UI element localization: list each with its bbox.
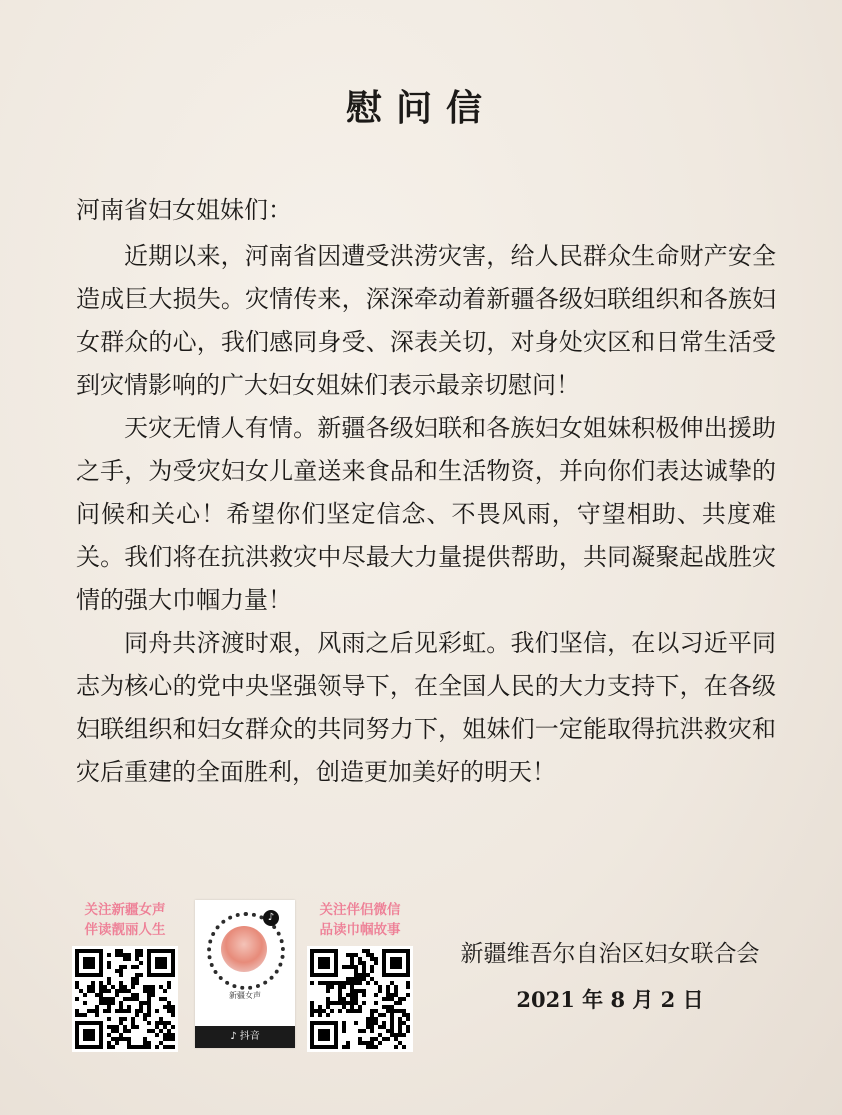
account-avatar — [221, 926, 267, 972]
douyin-card[interactable] — [195, 900, 295, 1048]
signature-date: 2021 年 8 月 2 日 — [516, 987, 704, 1012]
promo-left-line2: 伴读靓丽人生 — [84, 922, 166, 938]
douyin-platform: 抖音 — [239, 1031, 260, 1042]
promo-left-line1: 关注新疆女声 — [84, 902, 166, 918]
promo-right-line2: 品读巾帼故事 — [319, 922, 401, 938]
promo-right — [305, 900, 415, 1052]
qr-code-left[interactable] — [72, 946, 178, 1052]
tiktok-icon: ♪ — [263, 910, 279, 926]
qr-code-right[interactable] — [307, 946, 413, 1052]
salutation: 河南省妇女姐妹们： — [76, 196, 292, 224]
paragraph-3: 同舟共济渡时艰，风雨之后见彩虹。我们坚信，在以习近平同志为核心的党中央坚强领导下，在全国人民的大力支持下，在各级妇联组织和妇女群众的共同努力下，姐妹们一定能取得抗洪救灾和灾后重建的全面胜利，创造更加美好的明天！ — [76, 629, 776, 786]
signature-organization: 新疆维吾尔自治区妇女联合会 — [460, 941, 760, 967]
paragraph-2: 天灾无情人有情。新疆各级妇联和各族妇女姐妹积极伸出援助之手，为受灾妇女儿童送来食品和生活物资，并向你们表达诚挚的问候和关心！希望你们坚定信念、不畏风雨，守望相助、共度难关。我们将在抗洪救灾中尽最大力量提供帮助，共同凝聚起战胜灾情的强大巾帼力量！ — [76, 414, 776, 614]
letter-body — [76, 235, 776, 794]
paragraph-1: 近期以来，河南省因遭受洪涝灾害，给人民群众生命财产安全造成巨大损失。灾情传来，深深牵动着新疆各级妇联组织和各族妇女群众的心，我们感同身受、深表关切，对身处灾区和日常生活受到灾情影响的广大妇女姐妹们表示最亲切慰问！ — [76, 242, 776, 399]
douyin-account-name: 新疆女声 — [229, 991, 261, 1000]
promo-left — [70, 900, 180, 1052]
douyin-label: ♪ 抖音 — [195, 1026, 295, 1048]
promo-right-line1: 关注伴侣微信 — [319, 902, 401, 918]
qr-code-icon — [310, 949, 410, 1049]
letter-title: 慰问信 — [345, 87, 496, 129]
qr-code-icon — [75, 949, 175, 1049]
